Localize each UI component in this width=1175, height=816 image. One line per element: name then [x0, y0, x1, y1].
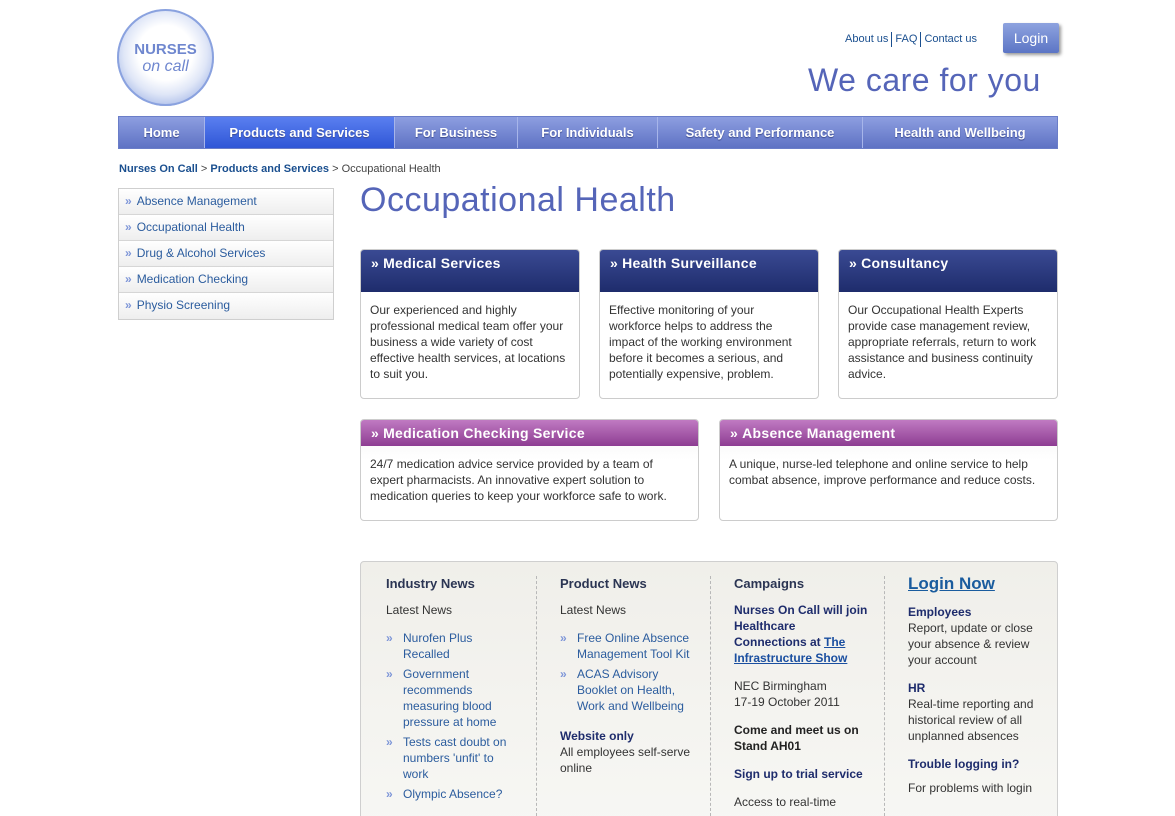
news-item[interactable]	[560, 630, 695, 662]
double-chevron-icon: »	[125, 246, 132, 260]
column-divider	[710, 576, 711, 816]
card-medication-checking-service[interactable]	[360, 419, 699, 521]
nurses-on-call-logo[interactable]	[117, 9, 214, 106]
top-links	[842, 32, 980, 47]
login-now-column	[908, 576, 1043, 796]
campaign-text: Nurses On Call will join Healthcare Connections at	[734, 603, 868, 649]
breadcrumb-separator: >	[197, 163, 211, 175]
employees-heading: Employees	[908, 605, 972, 619]
double-chevron-icon: »	[730, 425, 739, 441]
news-item-link[interactable]: Tests cast doubt on numbers 'unfit' to work	[403, 735, 507, 781]
double-chevron-icon: »	[371, 425, 380, 441]
side-menu	[118, 188, 334, 320]
news-item[interactable]	[560, 666, 695, 714]
trouble-heading: Trouble logging in?	[908, 757, 1020, 771]
news-item[interactable]	[386, 786, 521, 802]
website-only-heading: Website only	[560, 729, 634, 743]
column-divider	[884, 576, 885, 816]
card-description: 24/7 medication advice service provided by a team of expert pharmacists. An innovative expert solution to medication queries to keep your workforce safe to work.	[370, 457, 667, 503]
news-item-link[interactable]: Government recommends measuring blood pressure at home	[403, 667, 497, 729]
campaigns-column	[734, 576, 869, 810]
card-header[interactable]	[361, 250, 579, 292]
breadcrumb-products[interactable]: Products and Services	[210, 163, 330, 175]
news-item[interactable]	[386, 734, 521, 782]
card-description: Our experienced and highly professional medical team offer your business a wide variety of cost effective health services, at locations to suit you.	[370, 303, 566, 381]
double-chevron-icon: »	[371, 255, 380, 271]
card-title: Consultancy	[861, 255, 949, 271]
industry-news-heading: Industry News	[386, 576, 475, 591]
double-chevron-icon: »	[560, 667, 567, 681]
news-item-link[interactable]: Olympic Absence?	[403, 787, 503, 801]
trouble-text: For problems with login	[908, 781, 1033, 795]
double-chevron-icon: »	[125, 220, 132, 234]
double-chevron-icon: »	[386, 787, 393, 801]
card-health-surveillance[interactable]	[599, 249, 819, 399]
logo-text-on-call: on call	[142, 58, 189, 75]
side-item-occupational-health[interactable]	[119, 215, 333, 241]
latest-news-label: Latest News	[386, 603, 453, 617]
news-item-link[interactable]: ACAS Advisory Booklet on Health, Work and Wellbeing	[577, 667, 684, 713]
hr-heading: HR	[908, 681, 926, 695]
logo-text-nurses: NURSES	[134, 41, 197, 58]
about-us-link[interactable]: About us	[845, 33, 889, 46]
side-item-label: Drug & Alcohol Services	[136, 246, 266, 260]
nav-safety-and-performance[interactable]: Safety and Performance	[658, 117, 863, 148]
card-header[interactable]	[839, 250, 1057, 292]
card-title: Health Surveillance	[622, 255, 757, 271]
card-description: Effective monitoring of your workforce helps to address the impact of the working environment before it becomes a serious, and potentially expensive, problem.	[609, 303, 792, 381]
campaign-access: Access to real-time	[734, 795, 837, 809]
card-header[interactable]	[361, 420, 698, 446]
breadcrumb	[119, 163, 441, 175]
side-item-physio-screening[interactable]	[119, 293, 333, 319]
double-chevron-icon: »	[386, 735, 393, 749]
campaign-item	[734, 602, 869, 666]
campaign-meet: Come and meet us on Stand AH01	[734, 723, 859, 753]
card-header[interactable]	[600, 250, 818, 292]
card-absence-management[interactable]	[719, 419, 1058, 521]
latest-news-label: Latest News	[560, 603, 627, 617]
card-header[interactable]	[720, 420, 1057, 446]
side-item-label: Medication Checking	[136, 272, 249, 286]
login-now-link[interactable]: Login Now	[908, 574, 995, 593]
news-item[interactable]	[386, 630, 521, 662]
campaign-location: NEC Birmingham	[734, 679, 827, 693]
card-title: Absence Management	[742, 425, 896, 441]
card-description: Our Occupational Health Experts provide case management review, appropriate referrals, return to work assistance and business continuity advice.	[848, 303, 1037, 381]
tagline: We care for you	[808, 62, 1041, 98]
column-divider	[536, 576, 537, 816]
card-consultancy[interactable]	[838, 249, 1058, 399]
nav-health-and-wellbeing[interactable]: Health and Wellbeing	[894, 125, 1026, 140]
double-chevron-icon: »	[610, 255, 619, 271]
side-item-label: Occupational Health	[136, 220, 245, 234]
industry-news-column	[386, 576, 521, 806]
double-chevron-icon: »	[386, 667, 393, 681]
double-chevron-icon: »	[849, 255, 858, 271]
login-button[interactable]: Login	[1003, 23, 1059, 53]
news-item[interactable]	[386, 666, 521, 730]
double-chevron-icon: »	[125, 298, 132, 312]
double-chevron-icon: »	[125, 272, 132, 286]
side-item-label: Absence Management	[136, 194, 257, 208]
campaigns-heading: Campaigns	[734, 576, 805, 591]
news-item-link[interactable]: Free Online Absence Management Tool Kit	[577, 631, 690, 661]
card-title: Medical Services	[383, 255, 501, 271]
side-item-medication-checking[interactable]	[119, 267, 333, 293]
news-panel	[360, 561, 1058, 816]
side-item-absence-management[interactable]	[119, 189, 333, 215]
double-chevron-icon: »	[125, 194, 132, 208]
nav-for-individuals[interactable]: For Individuals	[518, 117, 658, 148]
card-title: Medication Checking Service	[383, 425, 585, 441]
faq-link[interactable]: FAQ	[895, 33, 918, 46]
employees-text: Report, update or close your absence & review your account	[908, 621, 1033, 667]
website-only-text: All employees self-serve online	[560, 745, 691, 775]
infrastructure-show-link[interactable]: The Infrastructure Show	[734, 635, 848, 665]
card-medical-services[interactable]	[360, 249, 580, 399]
double-chevron-icon: »	[560, 631, 567, 645]
trial-service-link[interactable]: Sign up to trial service	[734, 767, 863, 781]
nav-home[interactable]: Home	[119, 117, 205, 148]
campaign-dates: 17-19 October 2011	[734, 695, 840, 709]
main-nav	[118, 116, 1058, 149]
hr-text: Real-time reporting and historical review of all unplanned absences	[908, 697, 1034, 743]
breadcrumb-separator: >	[329, 163, 342, 175]
side-item-label: Physio Screening	[136, 298, 231, 312]
side-item-drug-alcohol[interactable]	[119, 241, 333, 267]
nav-products-and-services[interactable]: Products and Services	[205, 117, 395, 148]
nav-for-business[interactable]: For Business	[395, 117, 518, 148]
double-chevron-icon: »	[386, 631, 393, 645]
page-title: Occupational Health	[360, 181, 676, 219]
card-description: A unique, nurse-led telephone and online service to help combat absence, improve performance and reduce costs.	[729, 457, 1036, 487]
news-item-link[interactable]: Nurofen Plus Recalled	[403, 631, 473, 661]
breadcrumb-home[interactable]: Nurses On Call	[119, 163, 198, 175]
product-news-column	[560, 576, 695, 776]
breadcrumb-current: Occupational Health	[341, 163, 441, 175]
product-news-heading: Product News	[560, 576, 647, 591]
contact-us-link[interactable]: Contact us	[924, 33, 978, 46]
